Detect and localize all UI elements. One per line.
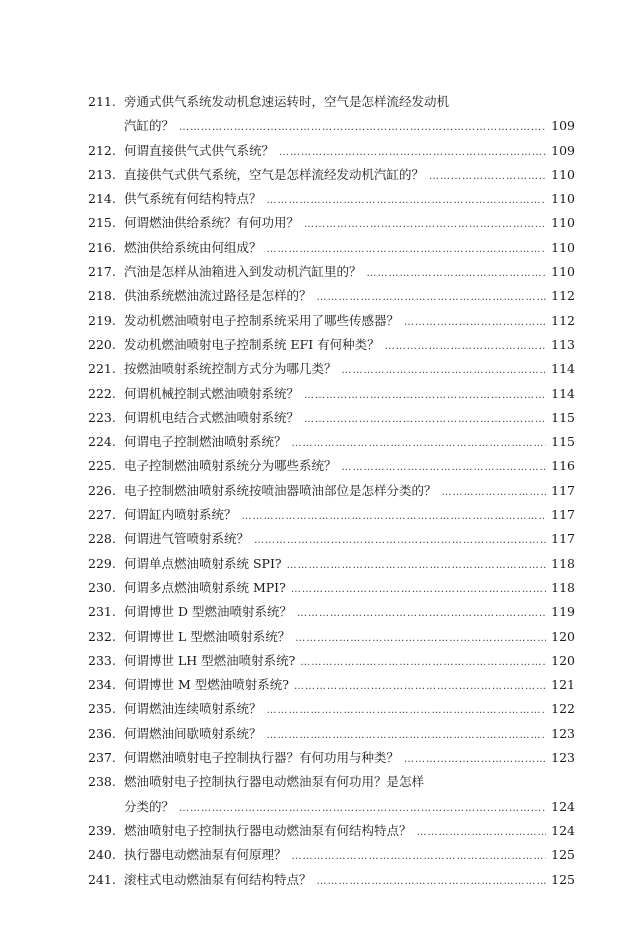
dot-leader [292,432,547,456]
dot-leader [267,699,547,723]
dot-leader [179,116,546,140]
entry-number: 217. [88,264,116,280]
entry-title: 按燃油喷射系统控制方式分为哪几类？ [124,361,337,377]
entry-page-number: 110 [551,215,575,231]
entry-number: 227. [88,507,116,523]
entry-title: 执行器电动燃油泵有何原理？ [124,847,287,863]
toc-entry [88,527,575,551]
dot-leader [304,213,546,237]
entry-title: 直接供气式供气系统，空气是怎样流经发动机汽缸的？ [124,166,425,182]
entry-page-number: 119 [551,604,575,620]
entry-title: 何谓机械控制式燃油喷射系统？ [124,385,300,401]
entry-page-number: 117 [551,531,575,547]
toc-entry-line [88,746,575,770]
entry-title: 何谓电子控制燃油喷射系统？ [124,434,287,450]
toc-entry-line [88,211,575,235]
entry-page-number: 117 [551,482,575,498]
toc-entry [88,819,575,843]
toc-entry [88,430,575,454]
entry-title: 燃油喷射电子控制执行器电动燃油泵有何结构特点？ [124,822,412,838]
entry-page-number: 109 [551,118,575,134]
dot-leader [267,724,547,748]
entry-title: 何谓机电结合式燃油喷射系统？ [124,409,300,425]
toc-entry-line [88,114,575,138]
toc-entry-line [88,454,575,478]
entry-number: 228. [88,531,116,547]
toc-entry [88,649,575,673]
toc-entry-line [88,819,575,843]
entry-title: 电子控制燃油喷射系统分为哪些系统？ [124,458,337,474]
entry-page-number: 118 [551,579,575,595]
toc-entry [88,576,575,600]
toc-entry-line [88,649,575,673]
entry-title: 发动机燃油喷射电子控制系统 EFI 有何种类？ [124,336,380,352]
toc-entry [88,309,575,333]
toc-entry [88,163,575,187]
dot-leader [304,408,546,432]
toc-entry [88,503,575,527]
toc-entry [88,260,575,284]
toc-entry-line [88,284,575,308]
dot-leader [267,189,547,213]
entry-number: 230. [88,579,116,595]
toc-entry-line [88,382,575,406]
entry-page-number: 112 [551,288,575,304]
toc-entry [88,139,575,163]
entry-page-number: 110 [551,191,575,207]
toc-entry-line [88,333,575,357]
dot-leader [254,529,546,553]
dot-leader [404,311,546,335]
toc-entry [88,90,575,139]
entry-number: 237. [88,750,116,766]
entry-number: 221. [88,361,116,377]
dot-leader [300,651,546,675]
dot-leader [367,262,547,286]
entry-number: 239. [88,822,116,838]
entry-page-number: 118 [551,555,575,571]
toc-entry-line [88,139,575,163]
entry-number: 231. [88,604,116,620]
dot-leader [242,505,547,529]
dot-leader [304,384,546,408]
entry-title: 何谓燃油连续喷射系统？ [124,701,262,717]
dot-leader [292,845,547,869]
toc-entry-line [88,795,575,819]
entry-number: 233. [88,652,116,668]
entry-number: 229. [88,555,116,571]
entry-title: 何谓燃油供给系统？有何功用？ [124,215,300,231]
toc-entry-line [88,552,575,576]
dot-leader [267,238,547,262]
entry-page-number: 120 [551,628,575,644]
toc-entry [88,746,575,770]
toc-entry-line [88,236,575,260]
toc-entry [88,382,575,406]
entry-page-number: 113 [551,336,575,352]
entry-title: 何谓缸内喷射系统？ [124,507,237,523]
dot-leader [442,481,547,505]
entry-number: 222. [88,385,116,401]
toc-entry [88,479,575,503]
entry-title: 何谓博世 LH 型燃油喷射系统? [124,652,296,668]
toc-entry [88,333,575,357]
toc-entry [88,236,575,260]
toc-entry [88,843,575,867]
toc-entry-line [88,406,575,430]
toc-entry [88,552,575,576]
entry-number: 236. [88,725,116,741]
entry-title: 何谓燃油间歇喷射系统？ [124,725,262,741]
entry-page-number: 123 [551,750,575,766]
entry-page-number: 112 [551,312,575,328]
entry-number: 238. [88,774,116,790]
entry-title: 燃油喷射电子控制执行器电动燃油泵有何功用？是怎样 [124,774,425,790]
entry-number: 219. [88,312,116,328]
entry-page-number: 115 [551,434,575,450]
entry-number: 215. [88,215,116,231]
entry-page-number: 120 [551,652,575,668]
toc-entry-line [88,430,575,454]
toc-entry-line [88,163,575,187]
dot-leader [295,627,546,651]
entry-title: 供气系统有何结构特点？ [124,191,262,207]
entry-page-number: 110 [551,239,575,255]
entry-page-number: 121 [551,677,575,693]
dot-leader [179,797,546,821]
entry-page-number: 125 [551,871,575,887]
toc-entry-line [88,673,575,697]
toc-entry [88,770,575,819]
entry-title: 何谓博世 L 型燃油喷射系统？ [124,628,291,644]
toc-entry [88,673,575,697]
entry-title: 供油系统燃油流过路径是怎样的？ [124,288,312,304]
toc-entry-line [88,479,575,503]
toc-entry-line [88,697,575,721]
entry-number: 235. [88,701,116,717]
entry-title: 何谓多点燃油喷射系统 MPI? [124,579,286,595]
dot-leader [279,141,546,165]
toc-entry [88,454,575,478]
dot-leader [317,870,547,894]
entry-title: 汽缸的？ [124,118,175,134]
entry-title: 分类的？ [124,798,175,814]
toc-entry-line [88,527,575,551]
dot-leader [342,456,547,480]
entry-title: 何谓博世 M 型燃油喷射系统? [124,677,289,693]
table-of-contents [88,90,575,892]
entry-page-number: 117 [551,507,575,523]
entry-title: 何谓进气管喷射系统？ [124,531,250,547]
dot-leader [417,821,547,845]
toc-entry-line [88,503,575,527]
toc-entry-line [88,187,575,211]
toc-entry [88,625,575,649]
entry-page-number: 125 [551,847,575,863]
dot-leader [287,554,547,578]
dot-leader [297,602,546,626]
entry-title: 何谓单点燃油喷射系统 SPI? [124,555,282,571]
entry-page-number: 122 [551,701,575,717]
dot-leader [342,359,547,383]
toc-entry [88,722,575,746]
dot-leader [294,675,546,699]
entry-number: 224. [88,434,116,450]
toc-entry-line [88,625,575,649]
entry-page-number: 114 [551,385,575,401]
toc-entry-line [88,868,575,892]
entry-page-number: 115 [551,409,575,425]
dot-leader [385,335,546,359]
entry-title: 汽油是怎样从油箱进入到发动机汽缸里的？ [124,264,362,280]
entry-page-number: 114 [551,361,575,377]
entry-number: 211. [88,94,116,109]
entry-page-number: 123 [551,725,575,741]
toc-entry-line [88,260,575,284]
toc-entry [88,600,575,624]
entry-title: 何谓燃油喷射电子控制执行器？有何功用与种类？ [124,750,400,766]
entry-page-number: 116 [551,458,575,474]
entry-number: 214. [88,191,116,207]
toc-entry-line [88,90,575,114]
entry-page-number: 110 [551,166,575,182]
entry-number: 240. [88,847,116,863]
entry-number: 225. [88,458,116,474]
entry-title: 旁通式供气系统发动机怠速运转时，空气是怎样流经发动机 [124,94,450,109]
dot-leader [429,165,546,189]
entry-number: 241. [88,871,116,887]
toc-entry [88,697,575,721]
toc-entry-line [88,576,575,600]
entry-number: 232. [88,628,116,644]
entry-title: 滚柱式电动燃油泵有何结构特点？ [124,871,312,887]
entry-page-number: 110 [551,264,575,280]
dot-leader [404,748,546,772]
entry-title: 发动机燃油喷射电子控制系统采用了哪些传感器？ [124,312,400,328]
entry-number: 213. [88,166,116,182]
entry-number: 220. [88,336,116,352]
toc-entry-line [88,600,575,624]
toc-entry-line [88,722,575,746]
entry-title: 电子控制燃油喷射系统按喷油器喷油部位是怎样分类的？ [124,482,437,498]
toc-entry-line [88,357,575,381]
entry-title: 何谓直接供气式供气系统？ [124,142,275,158]
toc-entry [88,357,575,381]
toc-entry [88,868,575,892]
toc-entry [88,284,575,308]
toc-entry [88,211,575,235]
entry-page-number: 109 [551,142,575,158]
entry-number: 216. [88,239,116,255]
entry-title: 何谓博世 D 型燃油喷射系统？ [124,604,292,620]
entry-number: 212. [88,142,116,158]
toc-entry [88,187,575,211]
entry-title: 燃油供给系统由何组成？ [124,239,262,255]
toc-entry-line [88,770,575,794]
dot-leader [317,286,547,310]
entry-page-number: 124 [551,822,575,838]
toc-entry [88,406,575,430]
entry-number: 218. [88,288,116,304]
toc-entry-line [88,309,575,333]
entry-number: 226. [88,482,116,498]
entry-number: 234. [88,677,116,693]
entry-number: 223. [88,409,116,425]
toc-entry-line [88,843,575,867]
dot-leader [291,578,546,602]
entry-page-number: 124 [551,798,575,814]
